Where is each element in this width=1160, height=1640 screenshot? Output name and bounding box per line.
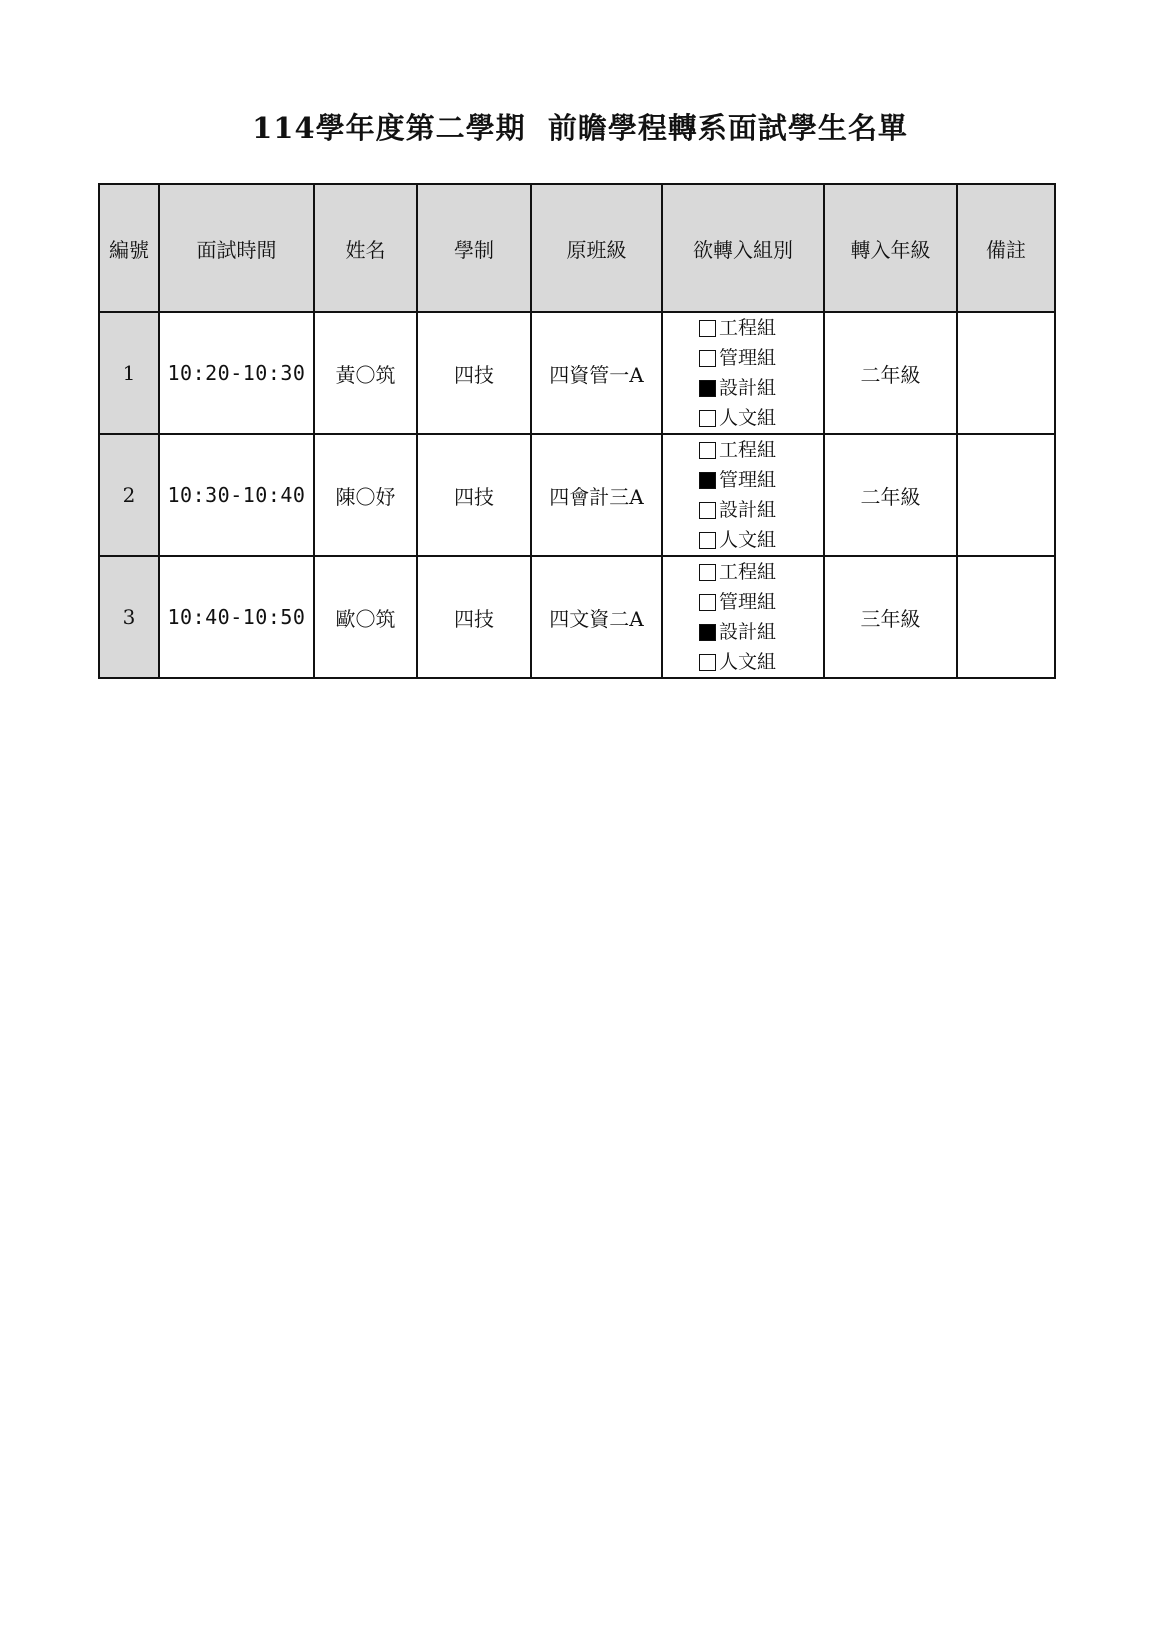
interview-student-table [98,183,1056,679]
table-row [99,312,1055,434]
program-system: 四技 [417,556,531,678]
group-option [699,647,776,677]
group-option [699,373,776,403]
group-label: 管理組 [719,591,777,613]
original-class: 四資管一A [531,312,662,434]
group-label: 管理組 [719,347,777,369]
table-row [99,556,1055,678]
group-option [699,313,776,343]
group-option [699,587,776,617]
interview-time: 10:40-10:50 [159,556,314,678]
header-program-system: 學制 [417,184,531,312]
checkbox [699,532,716,549]
program-system: 四技 [417,434,531,556]
interview-time: 10:30-10:40 [159,434,314,556]
table-header-row [99,184,1055,312]
remarks [957,556,1055,678]
checkbox [699,350,716,367]
group-option [699,557,776,587]
checkbox [699,320,716,337]
remarks [957,434,1055,556]
target-group-options [662,556,824,678]
checkbox [699,472,716,489]
group-option [699,465,776,495]
group-label: 設計組 [719,499,777,521]
checkbox [699,654,716,671]
header-target-group: 欲轉入組別 [662,184,824,312]
group-label: 管理組 [719,469,777,491]
checkbox [699,502,716,519]
original-class: 四文資二A [531,556,662,678]
target-grade: 二年級 [824,312,957,434]
row-number: 2 [99,434,159,556]
program-system: 四技 [417,312,531,434]
row-number: 1 [99,312,159,434]
checkbox [699,624,716,641]
checkbox [699,442,716,459]
checkbox [699,594,716,611]
row-number: 3 [99,556,159,678]
group-option [699,525,776,555]
group-option [699,435,776,465]
checkbox [699,410,716,427]
target-grade: 三年級 [824,556,957,678]
group-option [699,403,776,433]
remarks [957,312,1055,434]
header-target-grade: 轉入年級 [824,184,957,312]
group-option [699,343,776,373]
header-original-class: 原班級 [531,184,662,312]
target-grade: 二年級 [824,434,957,556]
group-option [699,495,776,525]
header-remarks: 備註 [957,184,1055,312]
header-interview-time: 面試時間 [159,184,314,312]
interview-time: 10:20-10:30 [159,312,314,434]
checkbox [699,564,716,581]
group-label: 人文組 [719,529,777,551]
student-name: 陳〇妤 [314,434,417,556]
group-label: 人文組 [719,407,777,429]
group-label: 工程組 [719,561,777,583]
document-title: 114學年度第二學期 前瞻學程轉系面試學生名單 [252,111,908,145]
header-number: 編號 [99,184,159,312]
group-option [699,617,776,647]
group-label: 工程組 [719,317,777,339]
student-name: 黃〇筑 [314,312,417,434]
student-name: 歐〇筑 [314,556,417,678]
checkbox [699,380,716,397]
target-group-options [662,434,824,556]
header-name: 姓名 [314,184,417,312]
table-row [99,434,1055,556]
original-class: 四會計三A [531,434,662,556]
group-label: 工程組 [719,439,777,461]
group-label: 設計組 [719,377,777,399]
group-label: 設計組 [719,621,777,643]
target-group-options [662,312,824,434]
group-label: 人文組 [719,651,777,673]
